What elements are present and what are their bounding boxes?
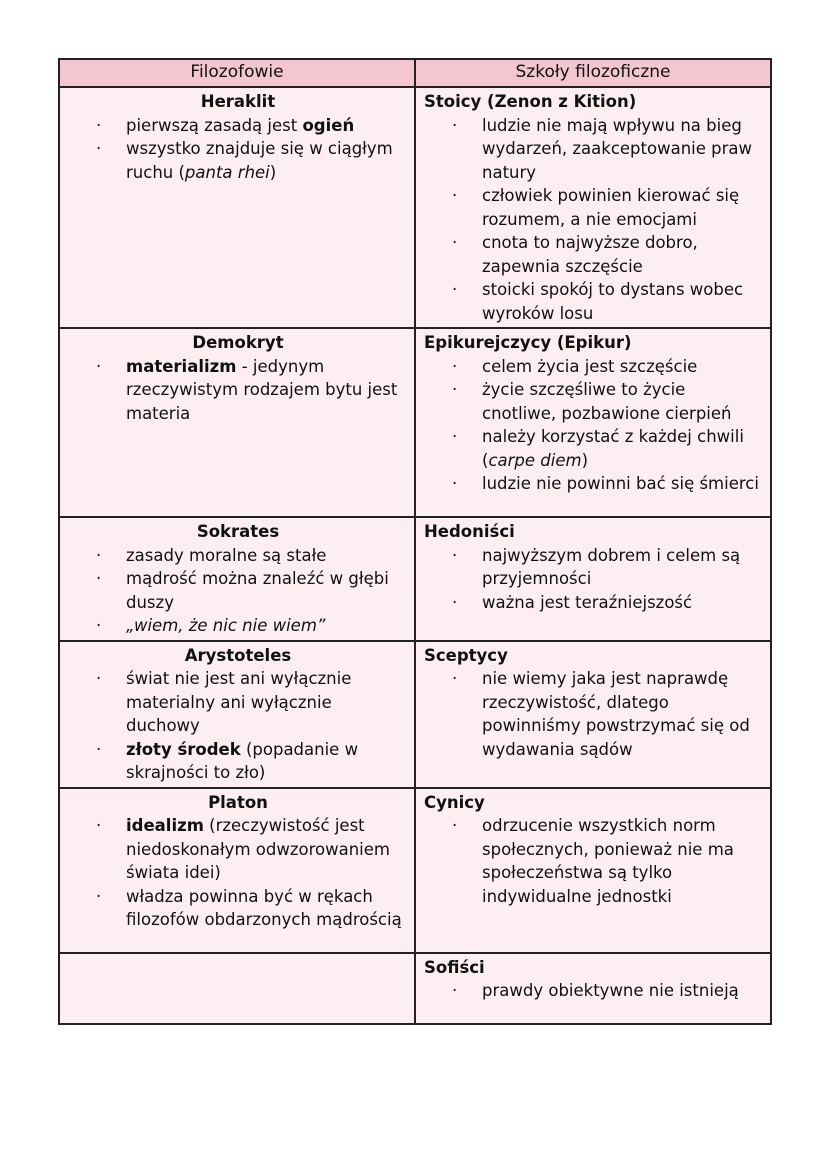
list-item: · władza powinna być w rękach filozofów obdarzonych mądrością — [96, 886, 402, 929]
bullet-icon: · — [96, 669, 102, 688]
list-item: · celem życia jest szczęście — [424, 355, 764, 379]
philosopher-name: Platon — [208, 792, 268, 812]
table-row — [59, 517, 771, 641]
list-item: · człowiek powinien kierować się rozumem, a nie emocjami — [452, 186, 740, 229]
philosopher-name: Sokrates — [196, 522, 280, 541]
philosopher-name: Demokryt — [192, 333, 284, 352]
bullet-icon: · — [96, 816, 102, 835]
cell-sofisci — [415, 953, 771, 1024]
list-item: · należy korzystać z każdej chwili (carpe diem) — [452, 427, 744, 470]
school-name: Stoicy (Zenon z Kition) — [424, 92, 637, 111]
table-row — [59, 87, 771, 328]
list-item: · ludzie nie mają wpływu na bieg wydarzeń, zaakceptowanie praw natury — [452, 115, 752, 182]
bullet-icon: · — [452, 380, 458, 399]
cell-stoicy — [415, 87, 771, 328]
bullet-icon: · — [452, 356, 458, 376]
list-item: · stoicki spokój to dystans wobec wyroków losu — [452, 280, 744, 323]
list-item: · wszystko znajduje się w ciągłym ruchu (panta rhei) — [96, 139, 393, 182]
bullet-icon: · — [96, 569, 102, 588]
school-name: Cynicy — [424, 792, 485, 812]
cell-empty — [59, 953, 415, 1024]
bullet-icon: · — [452, 115, 458, 135]
bullet-icon: · — [96, 886, 102, 906]
list-item: · ważna jest teraźniejszość — [424, 591, 764, 615]
bullet-icon: · — [452, 545, 458, 565]
list-item: · materializm - jedynym rzeczywistym rodzajem bytu jest materia — [96, 356, 398, 423]
list-item: · odrzucenie wszystkich norm społecznych, ponieważ nie ma społeczeństwa są tylko indywidualne jednostki — [452, 816, 734, 906]
table-row — [59, 641, 771, 788]
bullet-icon: · — [452, 233, 458, 252]
table-row — [59, 328, 771, 517]
school-name: Epikurejczycy (Epikur) — [424, 333, 632, 352]
list-item: · najwyższym dobrem i celem są przyjemności — [452, 545, 741, 588]
bullet-icon: · — [452, 981, 458, 1000]
bullet-icon: · — [96, 139, 102, 158]
philosopher-name: Arystoteles — [184, 645, 292, 665]
bullet-icon: · — [452, 592, 458, 612]
table-row — [59, 953, 771, 1024]
list-item: · prawdy obiektywne nie istnieją — [424, 979, 764, 1003]
bullet-icon: · — [452, 186, 458, 205]
bullet-icon: · — [452, 280, 458, 299]
bullet-icon: · — [452, 669, 458, 688]
cell-heraklit — [59, 87, 415, 328]
cell-cynicy — [415, 788, 771, 953]
header-philosophers: Filozofowie — [59, 59, 415, 87]
list-item: · zasady moralne są stałe — [68, 544, 408, 568]
list-item: · „wiem, że nic nie wiem” — [68, 614, 408, 638]
bullet-icon: · — [96, 115, 102, 135]
table-row — [59, 788, 771, 953]
list-item: · idealizm (rzeczywistość jest niedoskonałym odwzorowaniem świata idei) — [96, 816, 390, 882]
bullet-icon: · — [452, 816, 458, 835]
cell-sceptycy — [415, 641, 771, 788]
philosophy-table — [58, 58, 772, 1025]
bullet-icon: · — [96, 739, 102, 759]
list-item: · mądrość można znaleźć w głębi duszy — [96, 569, 389, 612]
bullet-icon: · — [96, 616, 102, 635]
list-item: · cnota to najwyższe dobro, zapewnia szczęście — [452, 233, 698, 276]
bullet-icon: · — [452, 474, 458, 493]
cell-sokrates — [59, 517, 415, 641]
list-item: · pierwszą zasadą jest ogień — [68, 114, 408, 138]
school-name: Sceptycy — [424, 645, 508, 665]
philosopher-name: Heraklit — [200, 92, 276, 111]
cell-arystoteles — [59, 641, 415, 788]
cell-epikurejczycy — [415, 328, 771, 517]
list-item: · nie wiemy jaka jest naprawdę rzeczywistość, dlatego powinniśmy powstrzymać się od wydawania sądów — [452, 669, 750, 759]
cell-demokryt — [59, 328, 415, 517]
bullet-icon: · — [452, 427, 458, 446]
list-item: · ludzie nie powinni bać się śmierci — [424, 472, 764, 496]
list-item: · świat nie jest ani wyłącznie materialny ani wyłącznie duchowy — [96, 669, 352, 735]
school-name: Hedoniści — [424, 522, 515, 541]
header-row — [59, 59, 771, 87]
bullet-icon: · — [96, 356, 102, 376]
cell-platon — [59, 788, 415, 953]
school-name: Sofiści — [424, 957, 485, 977]
header-schools: Szkoły filozoficzne — [415, 59, 771, 87]
cell-hedonisci — [415, 517, 771, 641]
list-item: · złoty środek (popadanie w skrajności to zło) — [96, 739, 359, 782]
bullet-icon: · — [96, 545, 102, 565]
list-item: · życie szczęśliwe to życie cnotliwe, pozbawione cierpień — [452, 380, 732, 423]
